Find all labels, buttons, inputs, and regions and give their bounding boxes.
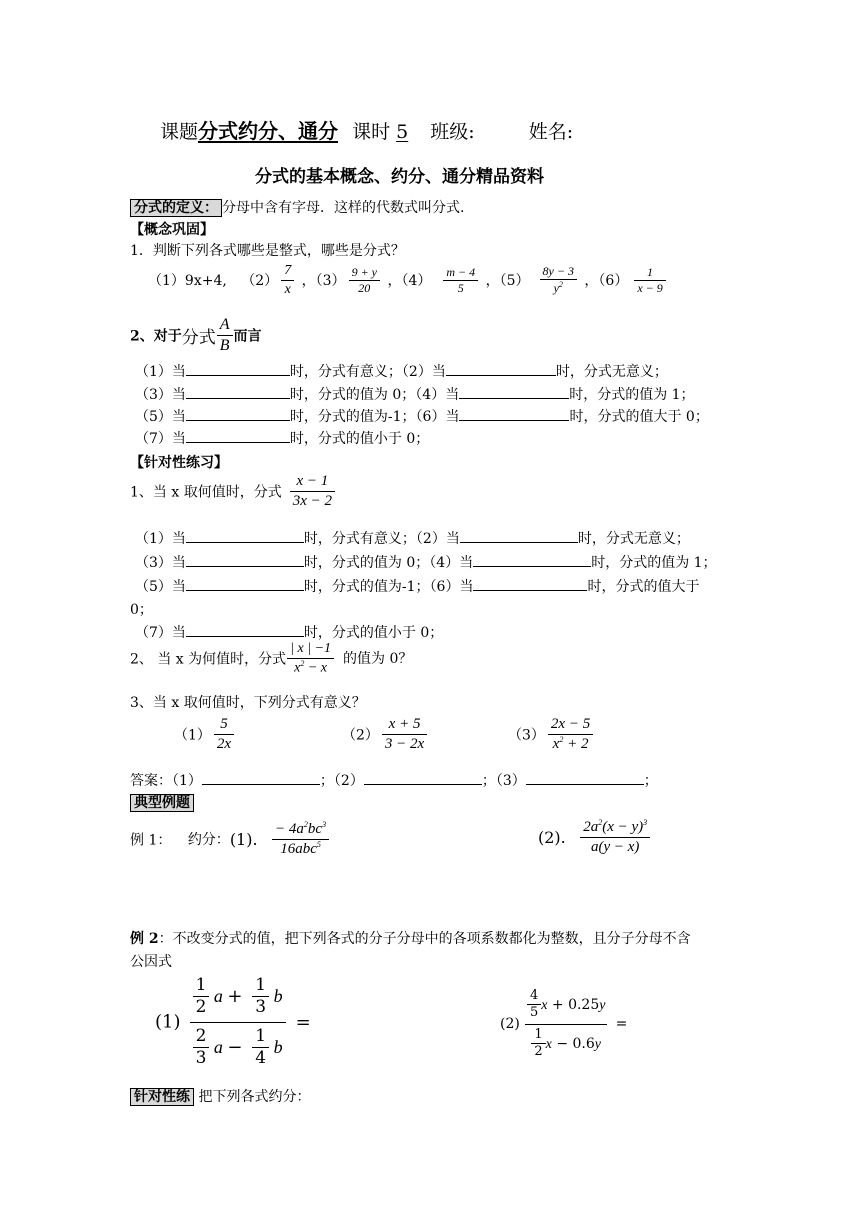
header-line	[160, 115, 573, 144]
typical-label: 典型例题	[130, 794, 194, 812]
blank-q2-5[interactable]	[186, 406, 290, 421]
q1-item-3: ，（3）	[301, 273, 346, 289]
q2-cond-row1: （1）当 时，分式有意义；（2）当 时，分式无意义；	[135, 361, 668, 381]
blank-p1-3[interactable]	[186, 552, 304, 567]
answer-blank-1[interactable]	[202, 770, 320, 785]
complex-fraction-2: $\frac{4}{5}$ x + 0.25y $\frac{1}{2}$ x − 0.6y	[525, 988, 608, 1060]
q2-lead: 2、对于	[130, 328, 182, 345]
topic-label: 课题	[160, 121, 199, 143]
answers-line: 答案：（1） ；（2） ；（3） ；	[130, 770, 658, 790]
p1-cond-row4: （7）当 时，分式的值小于 0；	[135, 622, 443, 642]
q2-word: 分式	[181, 328, 216, 348]
typical-label-wrap	[130, 792, 194, 812]
blank-p1-6[interactable]	[473, 576, 587, 591]
fraction-ex1-1: $\frac{- 4a^2bc^3}{16abc^5}$	[272, 820, 329, 859]
q1-text: 1．判断下列各式哪些是整式，哪些是分式？	[130, 243, 405, 259]
q1-item-2: （2）	[241, 273, 279, 289]
page-title: 分式的基本概念、约分、通分精品资料	[255, 167, 544, 187]
name-label: 姓名:	[528, 121, 574, 143]
period: 5	[396, 121, 409, 143]
blank-p1-5[interactable]	[186, 576, 304, 591]
section-practice: 【针对性练习】	[130, 455, 228, 471]
q2-cond-row4: （7）当 时，分式的值小于 0；	[135, 428, 429, 448]
p1-cond-row1: （1）当 时，分式有意义；（2）当 时，分式无意义；	[135, 528, 690, 548]
section-concept: 【概念巩固】	[130, 222, 214, 238]
class-label: 班级:	[430, 121, 475, 143]
p3-item-3: （3） $\frac{2x - 5}{x^2 + 2}$	[508, 715, 596, 754]
answer-blank-2[interactable]	[364, 770, 482, 785]
blank-q2-7[interactable]	[186, 428, 290, 443]
q1-item-6: ，（6）	[584, 273, 629, 289]
q2-line	[130, 315, 262, 356]
ex1-line: 例 1： 约分：(1). $\frac{- 4a^2bc^3}{16abc^5}$	[130, 820, 332, 859]
q2-cond-row2: （3）当 时，分式的值为 0；（4）当 时，分式的值为 1；	[135, 384, 695, 404]
fraction-2x5-over-x22: $\frac{2x - 5}{x^2 + 2}$	[548, 715, 593, 754]
fraction-A-over-B: $\frac{A}{B}$	[217, 315, 233, 356]
blank-q2-3[interactable]	[186, 384, 290, 399]
blank-q2-6[interactable]	[459, 406, 569, 421]
q2-cond-row3: （5）当 时，分式的值为-1；（6）当 时，分式的值大于 0；	[135, 406, 709, 426]
ex2-line2: 公因式	[130, 954, 172, 970]
fraction-x5-over-32x: $\frac{x + 5}{3 - 2x}$	[382, 715, 427, 754]
fraction-1-over-x9: $\frac{1}{x - 9}$	[634, 265, 665, 296]
fraction-ex1-2: $\frac{2a^2(x - y)^3}{a(y - x)}$	[580, 818, 650, 857]
period-label: 课时	[352, 121, 391, 143]
p1-cond-row3: （5）当 时，分式的值为-1；（6）当 时，分式的值大于	[135, 576, 699, 596]
p1-cond-row2: （3）当 时，分式的值为 0；（4）当 时，分式的值为 1；	[135, 552, 717, 572]
complex-fraction-1: $\frac{1}{2}$ a + $\frac{1}{3}$ b $\frac{2}{3}$ a − $\frac{1}{4}$ b	[190, 975, 286, 1069]
blank-p1-4[interactable]	[473, 552, 591, 567]
fraction-m4-over-5: $\frac{m - 4}{5}$	[443, 265, 478, 296]
ex1-item-2: (2). $\frac{2a^2(x - y)^3}{a(y - x)}$	[538, 818, 653, 857]
fraction-9y-over-20: $\frac{9 + y}{20}$	[349, 265, 380, 296]
p2-line: 2、 当 x 为何值时，分式 $\frac{| x | -1}{x^2 - x}$ 的值为 0？	[130, 641, 413, 676]
fraction-x1-over-3x2: $\frac{x - 1}{3x - 2}$	[290, 472, 335, 511]
ex2-line1: 例 2：不改变分式的值，把下列各式的分子分母中的各项系数都化为整数，且分子分母不含	[130, 931, 691, 947]
ex2-item-1: (1) $\frac{1}{2}$ a + $\frac{1}{3}$ b $\frac{2}{3}$ a − $\frac{1}{4}$ b =	[155, 975, 311, 1068]
blank-p1-7[interactable]	[186, 622, 304, 637]
blank-q2-1[interactable]	[186, 361, 290, 376]
p3-item-1: （1） $\frac{5}{2x}$	[174, 715, 237, 754]
p3-text: 3、当 x 取何值时，下列分式有意义？	[130, 695, 366, 711]
last-label: 针对性练	[130, 1088, 194, 1106]
fraction-5-over-2x: $\frac{5}{2x}$	[214, 715, 234, 754]
last-line	[130, 1086, 310, 1106]
definition-text: 分母中含有字母．这样的代数式叫分式.	[222, 200, 465, 216]
last-text: 把下列各式约分：	[198, 1089, 311, 1105]
answer-blank-3[interactable]	[526, 770, 644, 785]
fraction-absx1-over-x2x: $\frac{| x | -1}{x^2 - x}$	[287, 640, 334, 677]
q2-tail: 而言	[233, 328, 262, 345]
definition-line	[130, 197, 464, 217]
q1-item-5: ，（5）	[485, 273, 530, 289]
q1-item-4: ，（4）	[387, 273, 432, 289]
blank-q2-2[interactable]	[446, 361, 556, 376]
p1-cond-wrap: 0；	[130, 602, 153, 618]
q1-item-1: （1）9x+4,	[148, 273, 227, 289]
topic: 分式约分、通分	[198, 119, 339, 143]
p3-item-2: （2） $\frac{x + 5}{3 - 2x}$	[342, 715, 430, 754]
blank-q2-4[interactable]	[459, 384, 569, 399]
blank-p1-2[interactable]	[460, 528, 578, 543]
ex2-item-2: (2) $\frac{4}{5}$ x + 0.25y $\frac{1}{2}$ x − 0.6y =	[500, 988, 628, 1059]
blank-p1-1[interactable]	[186, 528, 304, 543]
fraction-7-over-x: $\frac{7}{x}$	[281, 262, 294, 298]
definition-label: 分式的定义：	[130, 199, 222, 217]
q1-items	[148, 262, 669, 298]
p1-line: 1、当 x 取何值时，分式 $\frac{x - 1}{3x - 2}$	[130, 472, 338, 511]
fraction-8y3-over-y2: $\frac{8y - 3}{y^2}$	[540, 264, 577, 296]
